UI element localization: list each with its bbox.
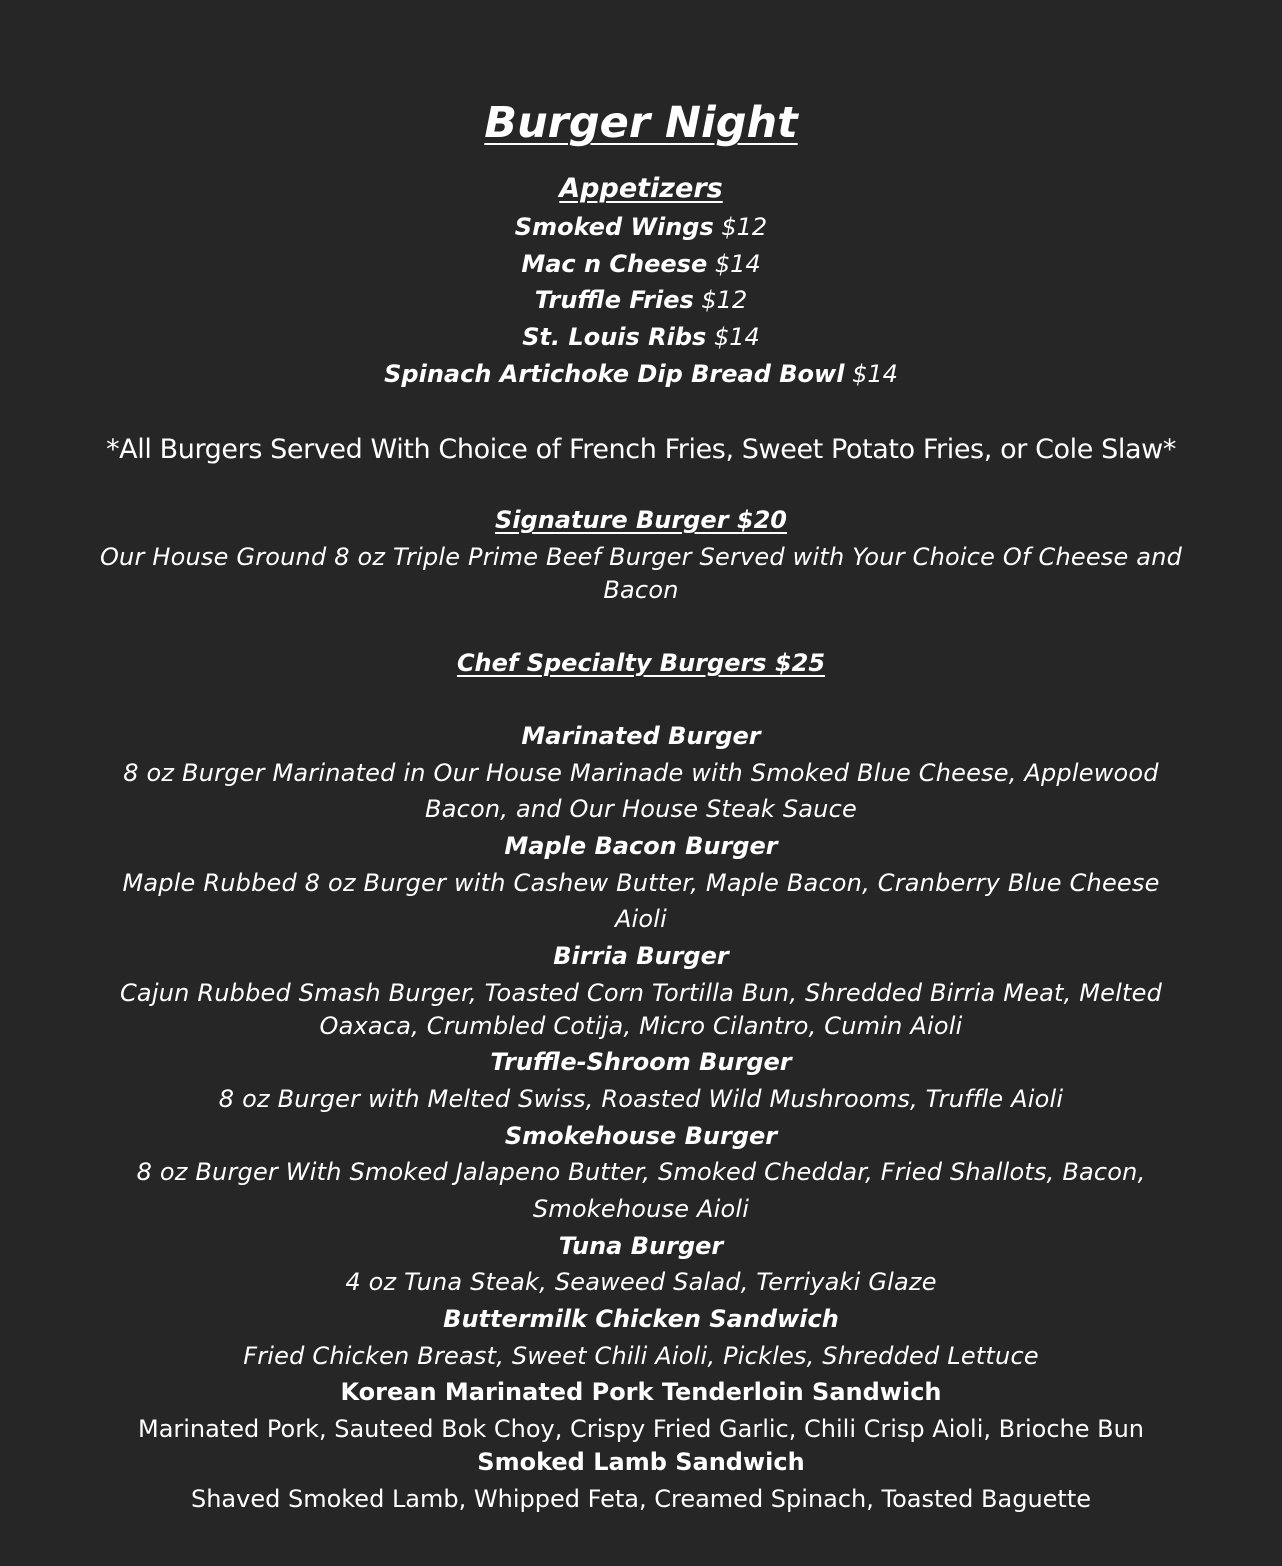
- menu-item-name: Truffle-Shroom Burger: [490, 1048, 792, 1076]
- appetizer-name: Smoked Wings: [514, 213, 714, 241]
- appetizer-item: [0, 361, 1282, 387]
- menu-item-description-cont: Oaxaca, Crumbled Cotija, Micro Cilantro, Cumin Aioli: [319, 1012, 963, 1040]
- signature-burger-heading: Signature Burger $20: [495, 506, 787, 534]
- menu-item-name: Birria Burger: [553, 942, 729, 970]
- signature-burger-description: Our House Ground 8 oz Triple Prime Beef Burger Served with Your Choice Of Cheese and: [99, 543, 1183, 571]
- menu-item-description: Shaved Smoked Lamb, Whipped Feta, Creamed Spinach, Toasted Baguette: [190, 1485, 1092, 1513]
- signature-burger-description-cont: Bacon: [603, 576, 679, 604]
- menu-item-description-cont: Aioli: [614, 905, 668, 933]
- specialty-burgers-heading: Chef Specialty Burgers $25: [456, 649, 826, 677]
- menu-item-description: 8 oz Burger With Smoked Jalapeno Butter, Smoked Cheddar, Fried Shallots, Bacon,: [136, 1158, 1146, 1186]
- menu-item-name: Korean Marinated Pork Tenderloin Sandwich: [340, 1378, 942, 1406]
- appetizer-name: Mac n Cheese: [521, 250, 708, 278]
- menu-item-name: Marinated Burger: [521, 722, 761, 750]
- menu-item-description: Fried Chicken Breast, Sweet Chili Aioli, Pickles, Shredded Lettuce: [243, 1342, 1039, 1370]
- menu-item-description-cont: Bacon, and Our House Steak Sauce: [425, 795, 857, 823]
- appetizers-heading: Appetizers: [559, 173, 723, 204]
- appetizer-price: $12: [701, 286, 748, 314]
- sides-note: *All Burgers Served With Choice of French Fries, Sweet Potato Fries, or Cole Slaw*: [106, 434, 1176, 465]
- menu-item-description: 8 oz Burger Marinated in Our House Marinade with Smoked Blue Cheese, Applewood: [123, 759, 1159, 787]
- appetizer-price: $12: [721, 213, 768, 241]
- menu-item-name: Smokehouse Burger: [504, 1122, 778, 1150]
- menu-item-description-cont: Smokehouse Aioli: [532, 1195, 750, 1223]
- page-title: Burger Night: [484, 98, 798, 148]
- menu-item-description: Cajun Rubbed Smash Burger, Toasted Corn Tortilla Bun, Shredded Birria Meat, Melted: [119, 979, 1163, 1007]
- appetizer-price: $14: [852, 360, 898, 388]
- appetizer-name: St. Louis Ribs: [522, 323, 707, 351]
- appetizer-item: [0, 214, 1282, 240]
- appetizer-price: $14: [713, 323, 760, 351]
- menu-item-description: Maple Rubbed 8 oz Burger with Cashew Butter, Maple Bacon, Cranberry Blue Cheese: [122, 869, 1160, 897]
- menu-item-name: Maple Bacon Burger: [504, 832, 778, 860]
- appetizer-name: Truffle Fries: [534, 286, 694, 314]
- menu-item-name: Smoked Lamb Sandwich: [477, 1448, 805, 1476]
- appetizer-price: $14: [714, 250, 761, 278]
- menu-item-name: Buttermilk Chicken Sandwich: [443, 1305, 839, 1333]
- menu-item-description: 4 oz Tuna Steak, Seaweed Salad, Terriyaki Glaze: [345, 1268, 937, 1296]
- appetizer-item: [0, 287, 1282, 313]
- menu-item-name: Tuna Burger: [558, 1232, 724, 1260]
- appetizer-item: [0, 251, 1282, 277]
- menu-item-description: 8 oz Burger with Melted Swiss, Roasted Wild Mushrooms, Truffle Aioli: [218, 1085, 1064, 1113]
- menu-item-description: Marinated Pork, Sauteed Bok Choy, Crispy Fried Garlic, Chili Crisp Aioli, Brioche Bun: [137, 1415, 1145, 1443]
- appetizer-name: Spinach Artichoke Dip Bread Bowl: [384, 360, 845, 388]
- appetizer-item: [0, 324, 1282, 350]
